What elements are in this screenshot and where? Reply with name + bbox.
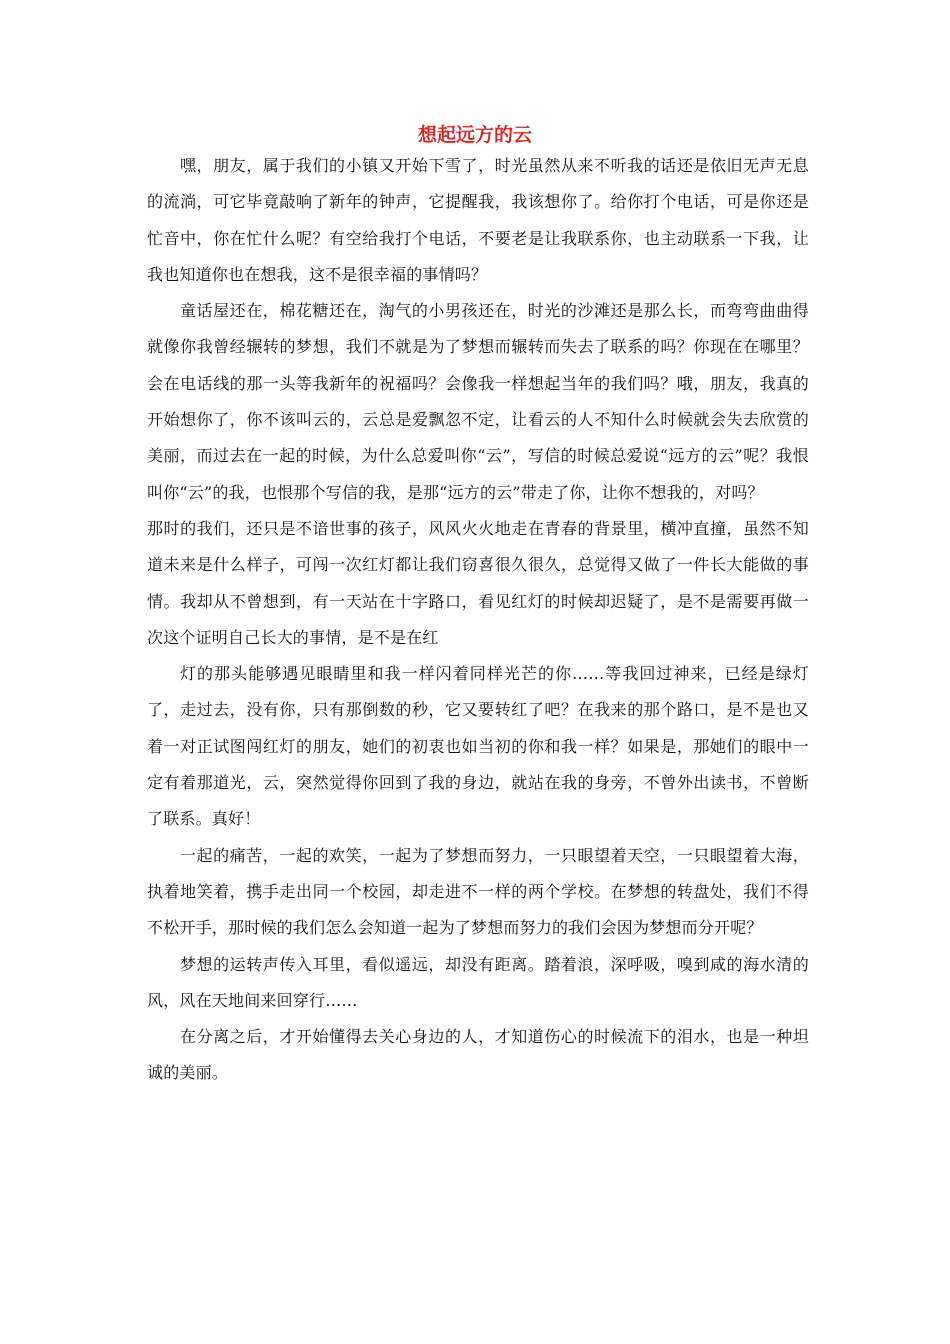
paragraph-3: 那时的我们，还只是不谙世事的孩子，风风火火地走在青春的背景里，横冲直撞，虽然不知道未来是什么样子，可闯一次红灯都让我们窃喜很久很久，总觉得又做了一件长大能做的事情。我却从不曾想到，有一天站在十字路口，看见红灯的时候却迟疑了，是不是需要再做一次这个证明自己长大的事情，是不是在红 [147, 518, 809, 647]
paragraph-2: 童话屋还在，棉花糖还在，淘气的小男孩还在，时光的沙滩还是那么长，而弯弯曲曲得就像你我曾经辗转的梦想，我们不就是为了梦想而辗转而失去了联系的吗？你现在在哪里？会在电话线的那一头等我新年的祝福吗？会像我一样想起当年的我们吗？哦，朋友，我真的开始想你了，你不该叫云的，云总是爱飘忽不定，让看云的人不知什么时候就会失去欣赏的美丽，而过去在一起的时候，为什么总爱叫你“云”，写信的时候总爱说“远方的云”呢？我恨叫你“云”的我，也恨那个写信的我，是那“远方的云”带走了你，让你不想我的，对吗？ [147, 301, 809, 502]
paragraph-7: 在分离之后，才开始懂得去关心身边的人，才知道伤心的时候流下的泪水，也是一种坦诚的美丽。 [147, 1027, 809, 1083]
document-title: 想起远方的云 [417, 124, 532, 146]
paragraph-4: 灯的那头能够遇见眼睛里和我一样闪着同样光芒的你……等我回过神来，已经是绿灯了，走过去，没有你，只有那倒数的秒，它又要转红了吧？在我来的那个路口，是不是也又着一对正试图闯红灯的朋友，她们的初衷也如当初的你和我一样？如果是，那她们的眼中一定有着那道光，云，突然觉得你回到了我的身边，就站在我的身旁，不曾外出读书，不曾断了联系。真好！ [147, 664, 809, 829]
paragraph-1: 嘿，朋友，属于我们的小镇又开始下雪了，时光虽然从来不听我的话还是依旧无声无息的流淌，可它毕竟敲响了新年的钟声，它提醒我，我该想你了。给你打个电话，可是你还是忙音中，你在忙什么呢？有空给我打个电话，不要老是让我联系你，也主动联系一下我，让我也知道你也在想我，这不是很幸福的事情吗？ [147, 156, 809, 284]
paragraph-5: 一起的痛苦，一起的欢笑，一起为了梦想而努力，一只眼望着天空，一只眼望着大海，执着地笑着，携手走出同一个校园，却走进不一样的两个学校。在梦想的转盘处，我们不得不松开手，那时候的我们怎么会知道一起为了梦想而努力的我们会因为梦想而分开呢？ [147, 845, 809, 938]
paragraph-6: 梦想的运转声传入耳里，看似遥远，却没有距离。踏着浪，深呼吸，嗅到咸的海水清的风，风在天地间来回穿行…… [147, 954, 809, 1010]
document-body [147, 148, 809, 1092]
